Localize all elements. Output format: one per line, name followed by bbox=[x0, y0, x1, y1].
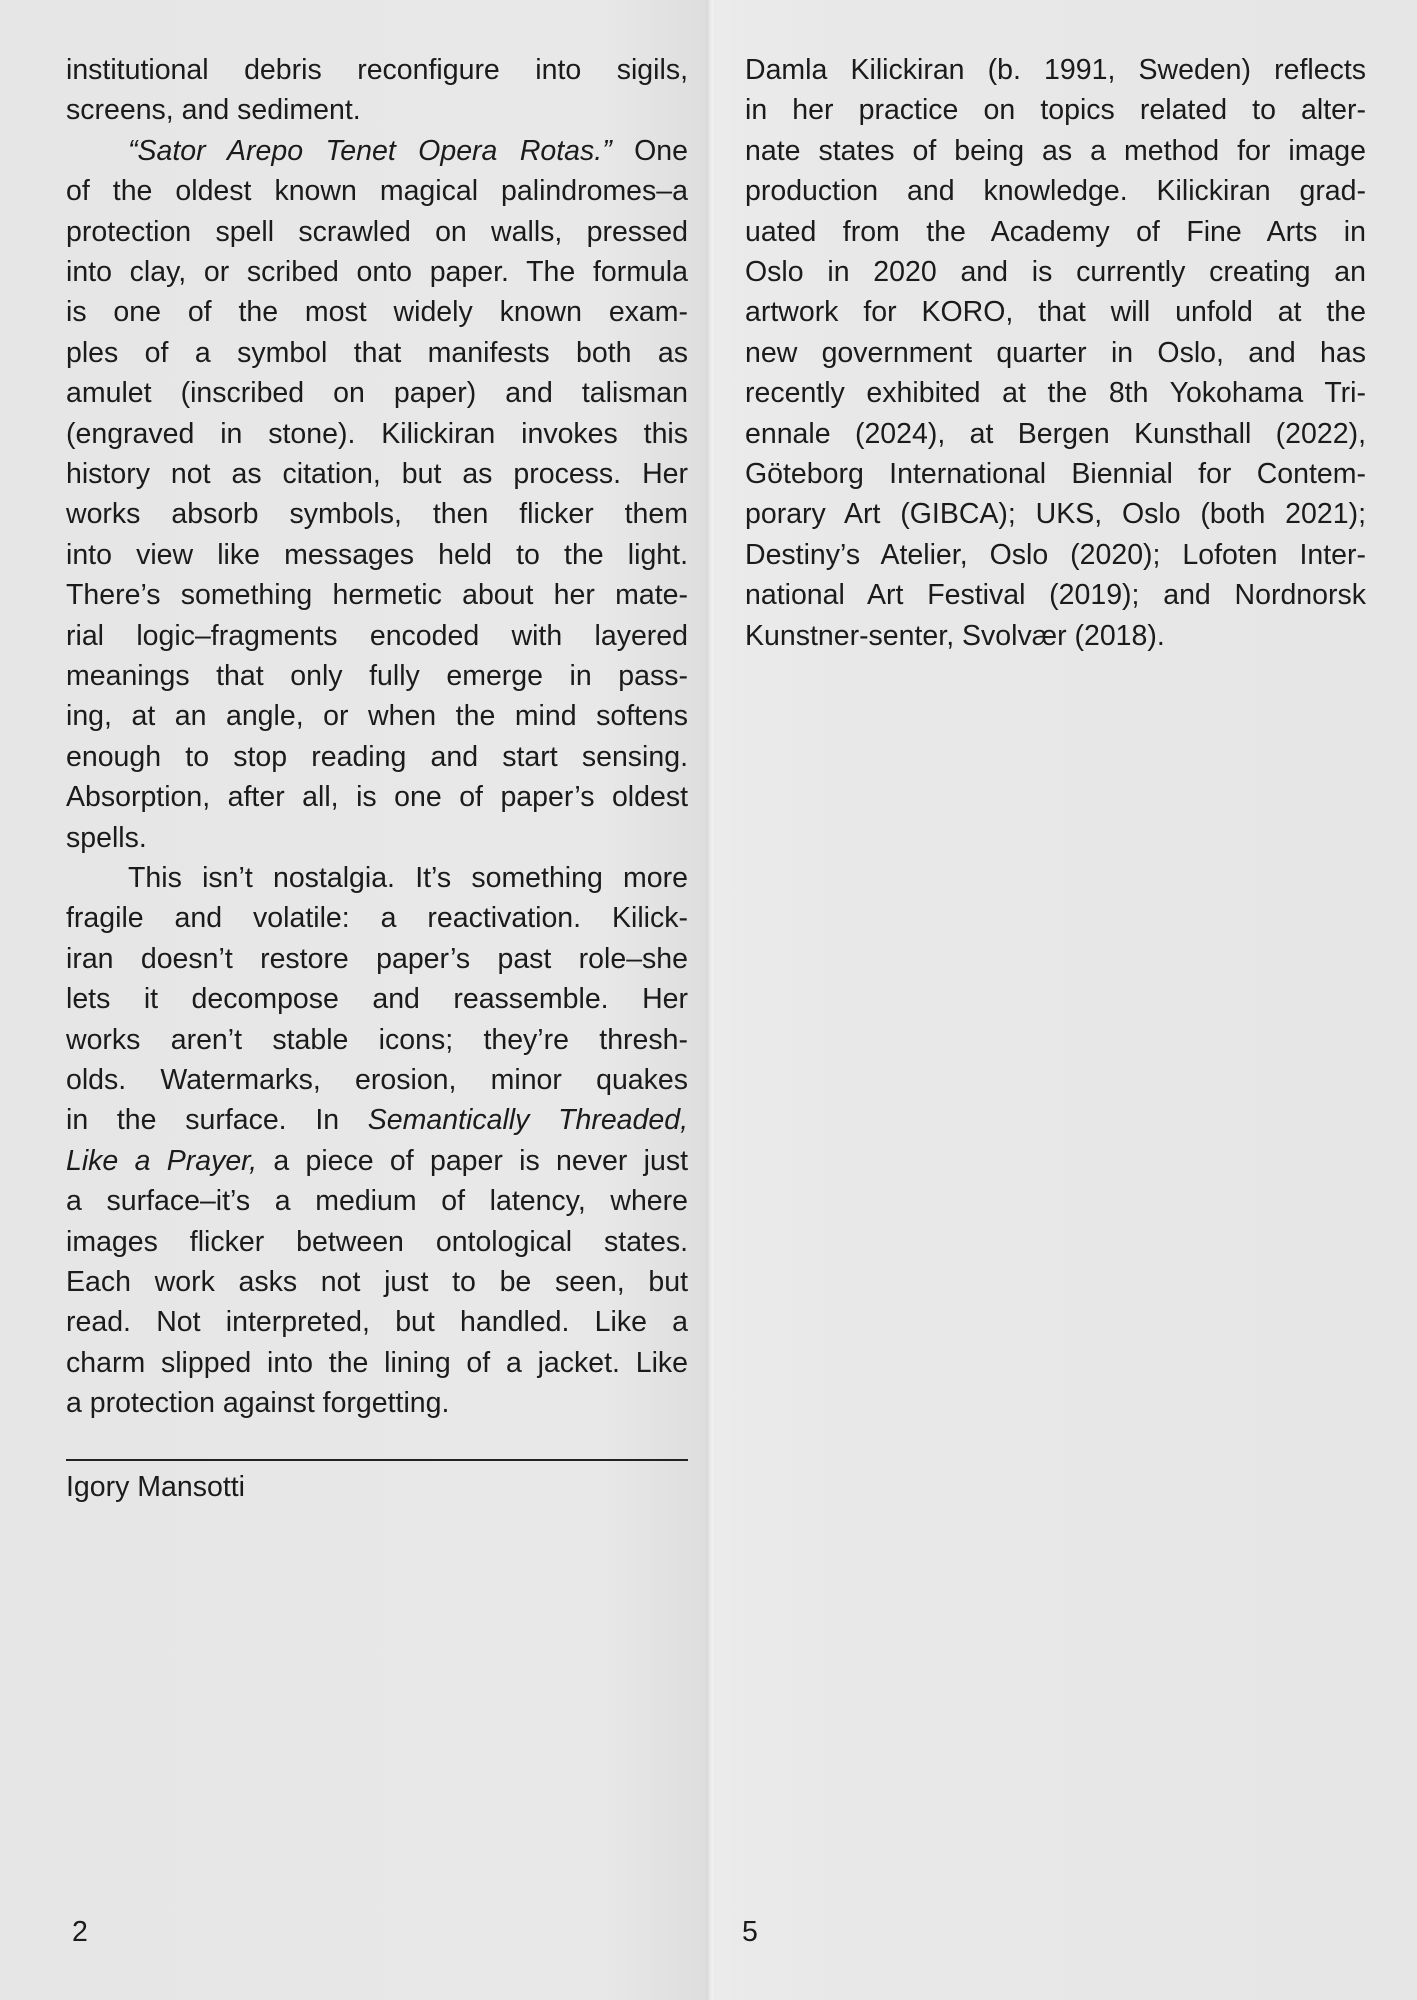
text: images flicker between ontological states. bbox=[66, 1225, 688, 1258]
text-line bbox=[745, 50, 1366, 90]
text: into view like messages held to the light. bbox=[66, 538, 688, 571]
text: screens, and sediment. bbox=[66, 94, 361, 127]
text-line bbox=[745, 333, 1366, 373]
text: a protection against forgetting. bbox=[66, 1387, 450, 1420]
text-line bbox=[66, 939, 688, 979]
text-line bbox=[745, 454, 1366, 494]
text-line bbox=[745, 575, 1366, 615]
text-line bbox=[66, 656, 688, 696]
text: uated from the Academy of Fine Arts in bbox=[745, 215, 1366, 248]
text-line bbox=[66, 494, 688, 534]
text-line bbox=[745, 212, 1366, 252]
text-line bbox=[745, 616, 1366, 656]
text-line bbox=[66, 777, 688, 817]
text: ples of a symbol that manifests both as bbox=[66, 336, 688, 369]
text: works aren’t stable icons; they’re thresh- bbox=[66, 1023, 688, 1056]
text: institutional debris reconfigure into sigils, bbox=[66, 54, 688, 86]
text: lets it decompose and reassemble. Her bbox=[66, 983, 688, 1016]
text: fragile and volatile: a reactivation. Kilick- bbox=[66, 902, 688, 935]
text-line bbox=[66, 292, 688, 332]
text-line bbox=[66, 1383, 688, 1423]
italic-text: Semantically Threaded, bbox=[367, 1104, 688, 1137]
text: is one of the most widely known exam- bbox=[66, 296, 688, 329]
text: ing, at an angle, or when the mind softens bbox=[66, 700, 688, 733]
text: into clay, or scribed onto paper. The formula bbox=[66, 256, 688, 288]
separator-rule bbox=[66, 1459, 688, 1461]
text-line bbox=[745, 373, 1366, 413]
text: of the oldest known magical palindromes–a bbox=[66, 175, 688, 208]
text-line bbox=[66, 90, 688, 130]
text: in her practice on topics related to alter- bbox=[745, 94, 1366, 127]
text: There’s something hermetic about her mate- bbox=[66, 579, 688, 612]
text-line bbox=[745, 131, 1366, 171]
text-line bbox=[745, 171, 1366, 211]
text: amulet (inscribed on paper) and talisman bbox=[66, 377, 688, 410]
text-line bbox=[66, 818, 688, 858]
page-number-left: 2 bbox=[72, 1916, 88, 1948]
text-line bbox=[128, 858, 688, 898]
author-byline: Igory Mansotti bbox=[66, 1471, 245, 1503]
text-line bbox=[66, 696, 688, 736]
text-line bbox=[66, 535, 688, 575]
text: a piece of paper is never just bbox=[257, 1144, 689, 1177]
text-line bbox=[66, 1262, 688, 1302]
text: Kunstner-senter, Svolvær (2018). bbox=[745, 619, 1165, 652]
text-line bbox=[66, 1020, 688, 1060]
text: history not as citation, but as process. Her bbox=[66, 458, 688, 490]
text: Göteborg International Biennial for Contem- bbox=[745, 458, 1366, 490]
text-line bbox=[745, 535, 1366, 575]
text-line bbox=[66, 333, 688, 373]
italic-text: Like a Prayer, bbox=[66, 1144, 258, 1177]
text: nate states of being as a method for image bbox=[745, 134, 1366, 167]
text-line bbox=[66, 50, 688, 90]
right-page bbox=[716, 0, 1417, 2000]
text: read. Not interpreted, but handled. Like a bbox=[66, 1306, 688, 1339]
text: a surface–it’s a medium of latency, where bbox=[66, 1185, 688, 1218]
text-line bbox=[66, 1302, 688, 1342]
text-line bbox=[66, 1100, 688, 1140]
text: Each work asks not just to be seen, but bbox=[66, 1266, 688, 1298]
text: protection spell scrawled on walls, pressed bbox=[66, 215, 688, 248]
text: in the surface. In bbox=[66, 1104, 368, 1137]
text-line bbox=[66, 373, 688, 413]
text: national Art Festival (2019); and Nordnorsk bbox=[745, 579, 1366, 612]
text: Absorption, after all, is one of paper’s oldest bbox=[66, 781, 688, 814]
book-spine bbox=[706, 0, 716, 2000]
text-line bbox=[745, 252, 1366, 292]
text-line bbox=[745, 90, 1366, 130]
text: new government quarter in Oslo, and has bbox=[745, 336, 1366, 369]
text-line bbox=[66, 575, 688, 615]
text: porary Art (GIBCA); UKS, Oslo (both 2021); bbox=[745, 498, 1366, 531]
text: Destiny’s Atelier, Oslo (2020); Lofoten Inter- bbox=[745, 538, 1366, 571]
text-line bbox=[66, 1343, 688, 1383]
text: (engraved in stone). Kilickiran invokes this bbox=[66, 417, 688, 450]
text-line bbox=[745, 292, 1366, 332]
text: Damla Kilickiran (b. 1991, Sweden) reflects bbox=[745, 54, 1366, 86]
text-line bbox=[66, 737, 688, 777]
text: Oslo in 2020 and is currently creating an bbox=[745, 256, 1366, 288]
text: This isn’t nostalgia. It’s something more bbox=[128, 862, 688, 894]
italic-text: “Sator Arepo Tenet Opera Rotas.” bbox=[128, 134, 612, 167]
text: meanings that only fully emerge in pass- bbox=[66, 660, 688, 692]
text: One bbox=[611, 134, 688, 167]
text: charm slipped into the lining of a jacket. Like bbox=[66, 1346, 688, 1379]
text-line bbox=[66, 1060, 688, 1100]
text-line bbox=[66, 898, 688, 938]
text-line bbox=[66, 616, 688, 656]
text: ennale (2024), at Bergen Kunsthall (2022), bbox=[745, 417, 1366, 450]
text: production and knowledge. Kilickiran grad- bbox=[745, 175, 1366, 208]
text: iran doesn’t restore paper’s past role–she bbox=[66, 942, 688, 975]
text: artwork for KORO, that will unfold at the bbox=[745, 296, 1366, 329]
text-line bbox=[745, 414, 1366, 454]
text-line bbox=[66, 979, 688, 1019]
text: enough to stop reading and start sensing. bbox=[66, 740, 688, 773]
page-number-right: 5 bbox=[742, 1916, 758, 1948]
text-line bbox=[66, 212, 688, 252]
left-page bbox=[0, 0, 706, 2000]
text-line bbox=[66, 454, 688, 494]
text: olds. Watermarks, erosion, minor quakes bbox=[66, 1064, 688, 1096]
text-line bbox=[66, 171, 688, 211]
text-line bbox=[745, 494, 1366, 534]
text: works absorb symbols, then flicker them bbox=[66, 498, 688, 531]
text-line bbox=[66, 1222, 688, 1262]
text-line bbox=[66, 414, 688, 454]
text-line bbox=[66, 1141, 688, 1181]
text-line bbox=[66, 252, 688, 292]
text: rial logic–fragments encoded with layered bbox=[66, 619, 688, 652]
text-line bbox=[128, 131, 688, 171]
text: spells. bbox=[66, 821, 147, 854]
text: recently exhibited at the 8th Yokohama Tri- bbox=[745, 377, 1366, 410]
text-line bbox=[66, 1181, 688, 1221]
